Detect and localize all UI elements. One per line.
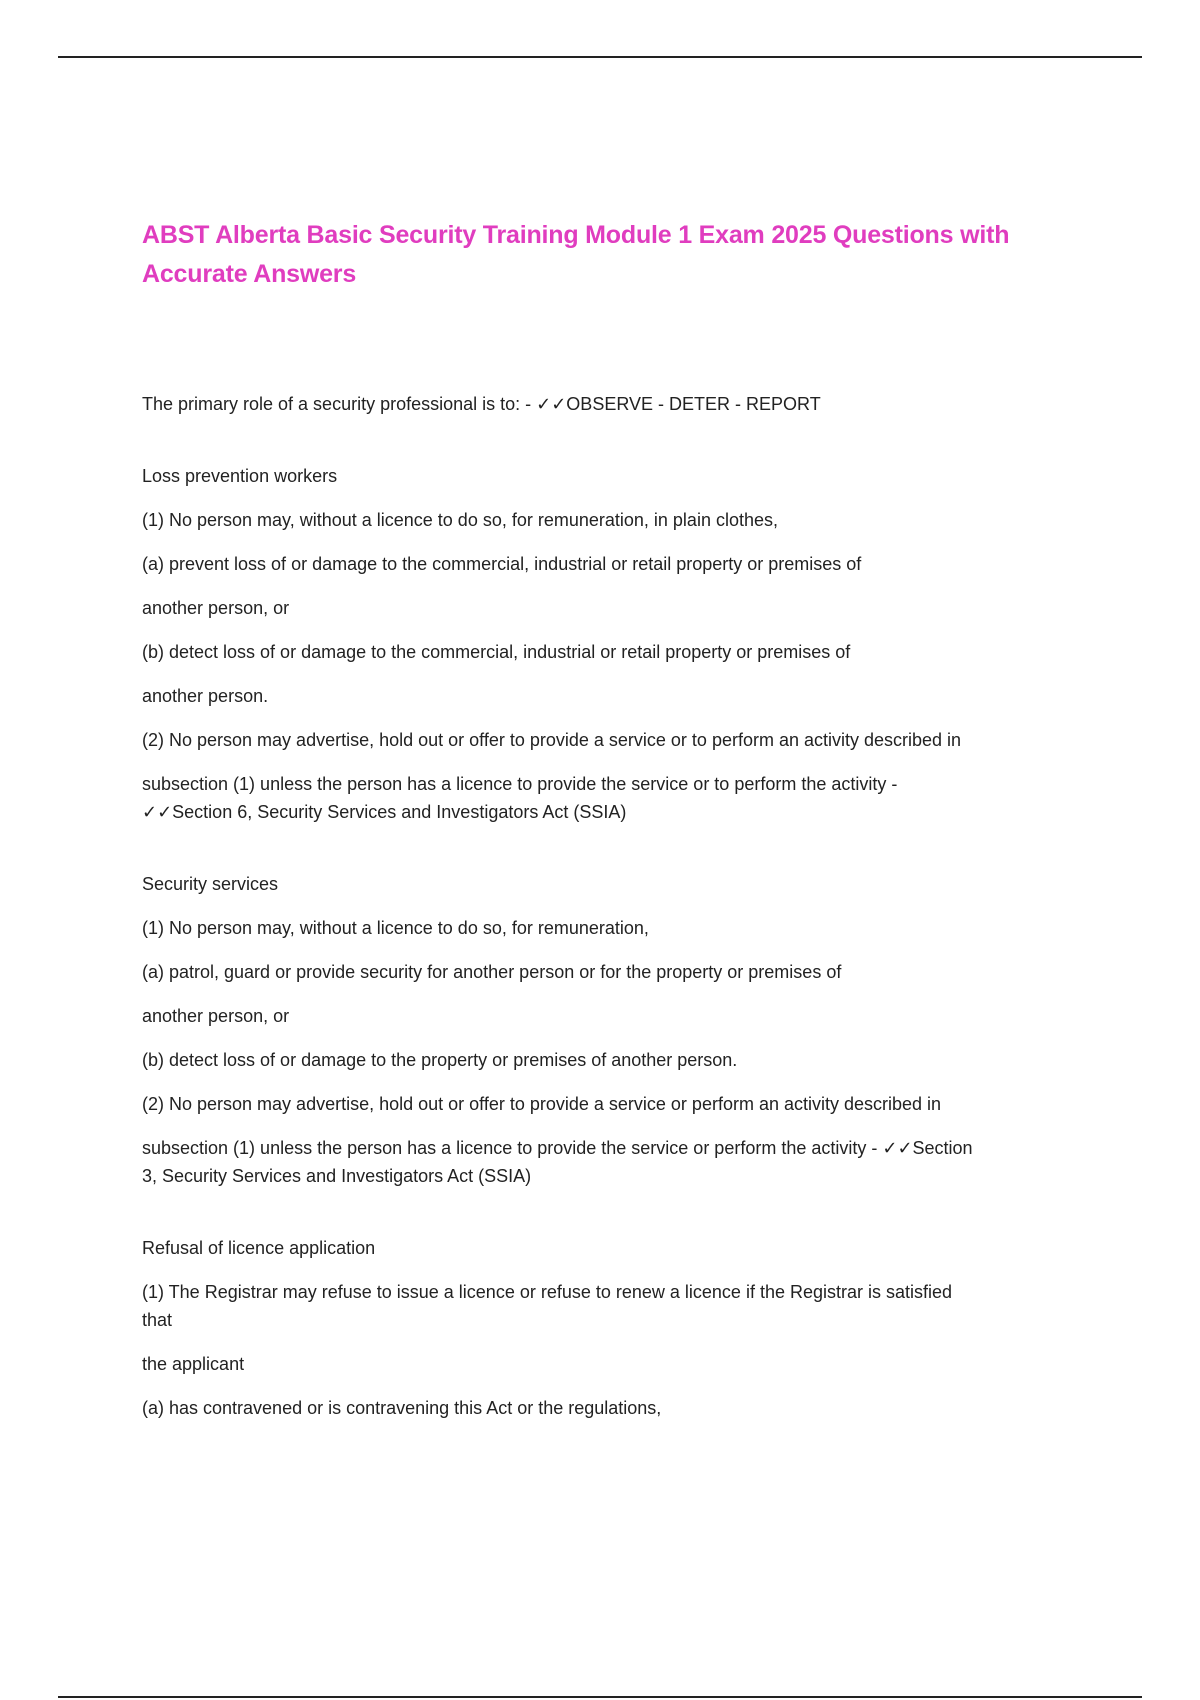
qa-heading: Refusal of licence application [142,1238,376,1258]
page-top-rule [58,56,1142,58]
qa-line: (1) No person may, without a licence to do so, for remuneration, in plain clothes, [142,510,778,530]
page-bottom-rule [58,1696,1142,1698]
qa-line: The primary role of a security professional is to: - ✓✓OBSERVE - DETER - REPORT [142,394,821,414]
qa-line: (b) detect loss of or damage to the property or premises of another person. [142,1050,738,1070]
qa-line: (a) has contravened or is contravening this Act or the regulations, [142,1398,662,1418]
qa-answer: ✓✓Section 6, Security Services and Investigators Act (SSIA) [142,802,627,822]
qa-line: (2) No person may advertise, hold out or offer to provide a service or perform an activity described in [142,1094,942,1114]
qa-line: (a) prevent loss of or damage to the commercial, industrial or retail property or premises of [142,554,862,574]
document-title: ABST Alberta Basic Security Training Module 1 Exam 2025 Questions with Accurate Answers [142,221,1010,288]
qa-line: that [142,1310,173,1330]
qa-line: subsection (1) unless the person has a licence to provide the service or to perform the activity - [142,774,898,794]
qa-line: (1) No person may, without a licence to do so, for remuneration, [142,918,649,938]
qa-line: another person, or [142,598,290,618]
qa-line: (2) No person may advertise, hold out or offer to provide a service or to perform an activity described in [142,730,962,750]
qa-heading: Security services [142,874,279,894]
qa-line: another person, or [142,1006,290,1026]
qa-line: (a) patrol, guard or provide security for another person or for the property or premises of [142,962,842,982]
qa-line: another person. [142,686,269,706]
qa-line: the applicant [142,1354,245,1374]
document-body [142,216,1062,1466]
qa-item-4 [142,1234,1062,1422]
qa-line: subsection (1) unless the person has a licence to provide the service or perform the activity - ✓✓Section [142,1138,973,1158]
qa-answer: 3, Security Services and Investigators Act (SSIA) [142,1166,532,1186]
qa-line: (1) The Registrar may refuse to issue a licence or refuse to renew a licence if the Registrar is satisfied [142,1282,953,1302]
qa-item-1 [142,390,1062,418]
qa-item-3 [142,870,1062,1190]
qa-list [142,390,1062,1422]
qa-heading: Loss prevention workers [142,466,338,486]
qa-item-2 [142,462,1062,826]
qa-line: (b) detect loss of or damage to the commercial, industrial or retail property or premises of [142,642,851,662]
